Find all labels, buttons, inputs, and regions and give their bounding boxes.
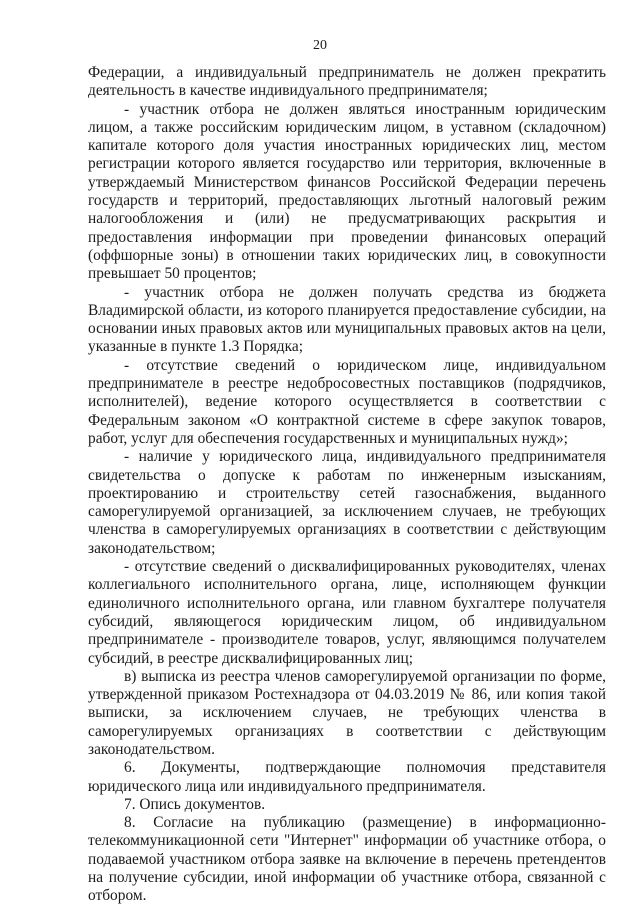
paragraph-disqualified: - отсутствие сведений о дисквалифицированных руководителях, членах коллегиального исполнительного органа, лице, исполняющем функции единоличного исполнительного органа, или главном бухгалтере получателя субсидий, являющегося юридическим лицом, об индивидуальном предпринимателе - производителе товаров, услуг, являющимся получателем субсидий, в реестре дисквалифицированных лиц; (88, 558, 606, 667)
paragraph-extract: в) выписка из реестра членов саморегулируемой организации по форме, утвержденной приказом Ростехнадзора от 04.03.2019 № 86, или копия такой выписки, за исключением случаев, не требующих членства в саморегулируемых организациях в соответствии с действующим законодательством. (88, 667, 606, 758)
paragraph-continuation: Федерации, а индивидуальный предприниматель не должен прекратить деятельность в качестве индивидуального предпринимателя; (88, 64, 606, 100)
paragraph-regional-budget: - участник отбора не должен получать средства из бюджета Владимирской области, из которого планируется предоставление субсидии, на основании иных правовых актов или муниципальных правовых актов на цели, указанные в пункте 1.3 Порядка; (88, 283, 606, 356)
paragraph-item-7: 7. Опись документов. (124, 795, 266, 813)
paragraph-item-8: 8. Согласие на публикацию (размещение) в информационно-телекоммуникационной сети "Интернет" информации об участнике отбора, о подаваемой участником отбора заявке на включение в перечень претендентов на получение субсидии, иной информации об участнике отбора, связанной с отбором. (88, 814, 606, 905)
paragraph-certificate: - наличие у юридического лица, индивидуального предпринимателя свидетельства о допуске к работам по инженерным изысканиям, проектированию и строительству сетей газоснабжения, выданного саморегулируемой организацией, за исключением случаев, не требующих членства в саморегулируемых организациях в соответствии с действующим законодательством; (88, 448, 606, 557)
document-body (88, 64, 606, 906)
paragraph-item-6: 6. Документы, подтверждающие полномочия представителя юридического лица или индивидуального предпринимателя. (88, 759, 606, 795)
page-number: 20 (313, 38, 327, 53)
paragraph-foreign-entity: - участник отбора не должен являться иностранным юридическим лицом, а также российским юридическим лицом, в уставном (складочном) капитале которого доля участия иностранных юридических лиц, местом регистрации которого является государство или территория, включенные в утверждаемый Министерством финансов Российской Федерации перечень государств и территорий, предоставляющих льготный налоговый режим налогообложения и (или) не предусматривающих раскрытия и предоставления информации при проведении финансовых операций (оффшорные зоны) в отношении таких юридических лиц, в совокупности превышает 50 процентов; (88, 100, 606, 283)
paragraph-unfair-suppliers: - отсутствие сведений о юридическом лице, индивидуальном предпринимателе в реестре недобросовестных поставщиков (подрядчиков, исполнителей), ведение которого осуществляется в соответствии с Федеральным законом «О контрактной системе в сфере закупок товаров, работ, услуг для обеспечения государственных и муниципальных нужд»; (88, 356, 606, 447)
